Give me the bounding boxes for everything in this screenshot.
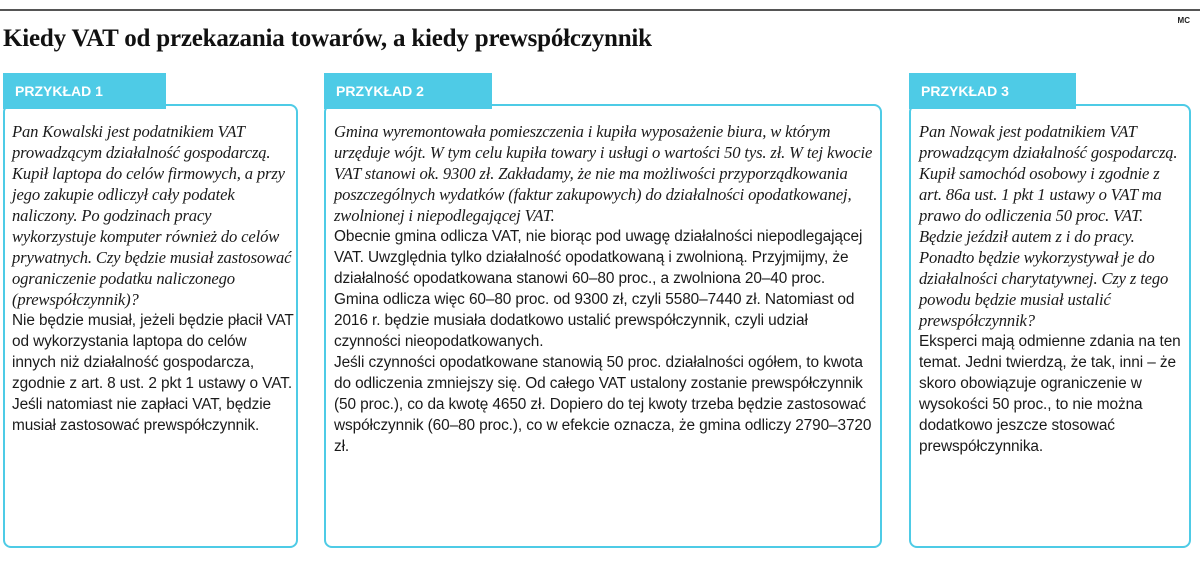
example-2-answer: Obecnie gmina odlicza VAT, nie biorąc pod uwagę działalności niepodlegającej VAT. Uwzględnia tylko działalność opodatkowaną i zwolnioną. Przyjmijmy, że działalność opodatkowana stanowi 60–80 proc., a zwolniona 20–40 proc. Gmina odlicza więc 60–80 proc. od 9300 zł, czyli 5580–7440 zł. Natomiast od 2016 r. będzie musiała dodatkowo ustalić prewspółczynnik, czyli udział czynności nieopodatkowanych. [334, 228, 863, 350]
example-3-answer: Eksperci mają odmienne zdania na ten temat. Jedni twierdzą, że tak, inni – że skoro obowiązuje ograniczenie w wysokości 50 proc., to nie można dodatkowo jeszcze stosować prewspółczynnika. [919, 333, 1181, 455]
example-2-tab: PRZYKŁAD 2 [324, 73, 492, 109]
example-2-answer-continued: Jeśli czynności opodatkowane stanowią 50 proc. działalności ogółem, to kwota do odliczenia zmniejszy się. Od całego VAT ustalony zostanie prewspółczynnik (50 proc.), co da kwotę 4650 zł. Dopiero do tej kwoty trzeba będzie zastosować współczynnik (60–80 proc.), co w efekcie oznacza, że gmina odliczy 2790–3720 zł. [334, 354, 872, 455]
example-3-question: Pan Nowak jest podatnikiem VAT prowadzącym działalność gospodarczą. Kupił samochód osobowy i zgodnie z art. 86a ust. 1 pkt 1 ustawy o VAT ma prawo do odliczenia 50 proc. VAT. Będzie jeździł autem z i do pracy. Ponadto będzie wykorzystywał je do działalności charytatywnej. Czy z tego powodu będzie musiał ustalić prewspółczynnik? [919, 122, 1178, 330]
example-1-answer: Nie będzie musiał, jeżeli będzie płacił VAT od wykorzystania laptopa do celów innych niż działalność gospodarcza, zgodnie z art. 8 ust. 2 pkt 1 ustawy o VAT. Jeśli natomiast nie zapłaci VAT, będzie musiał zastosować prewspółczynnik. [12, 312, 294, 434]
credit-label: MC [1177, 16, 1190, 25]
top-rule [0, 9, 1200, 11]
example-2-question: Gmina wyremontowała pomieszczenia i kupiła wyposażenie biura, w którym urzęduje wójt. W tym celu kupiła towary i usługi o wartości 50 tys. zł. W tej kwocie VAT stanowi ok. 9300 zł. Zakładamy, że nie ma możliwości przyporządkowania poszczególnych wydatków (faktur zakupowych) do działalności opodatkowanej, zwolnionej i niepodlegającej VAT. [334, 122, 873, 225]
example-3-text [919, 121, 1185, 457]
page-title: Kiedy VAT od przekazania towarów, a kiedy prewspółczynnik [3, 25, 652, 52]
example-1-text [12, 121, 294, 436]
example-3-tab: PRZYKŁAD 3 [909, 73, 1076, 109]
example-2-text [334, 121, 874, 457]
example-1-question: Pan Kowalski jest podatnikiem VAT prowadzącym działalność gospodarczą. Kupił laptopa do celów firmowych, a przy jego zakupie odliczył cały podatek naliczony. Po godzinach pracy wykorzystuje komputer również do celów prywatnych. Czy będzie musiał zastosować ograniczenie podatku naliczonego (prewspółczynnik)? [12, 122, 292, 309]
example-1-tab: PRZYKŁAD 1 [3, 73, 166, 109]
